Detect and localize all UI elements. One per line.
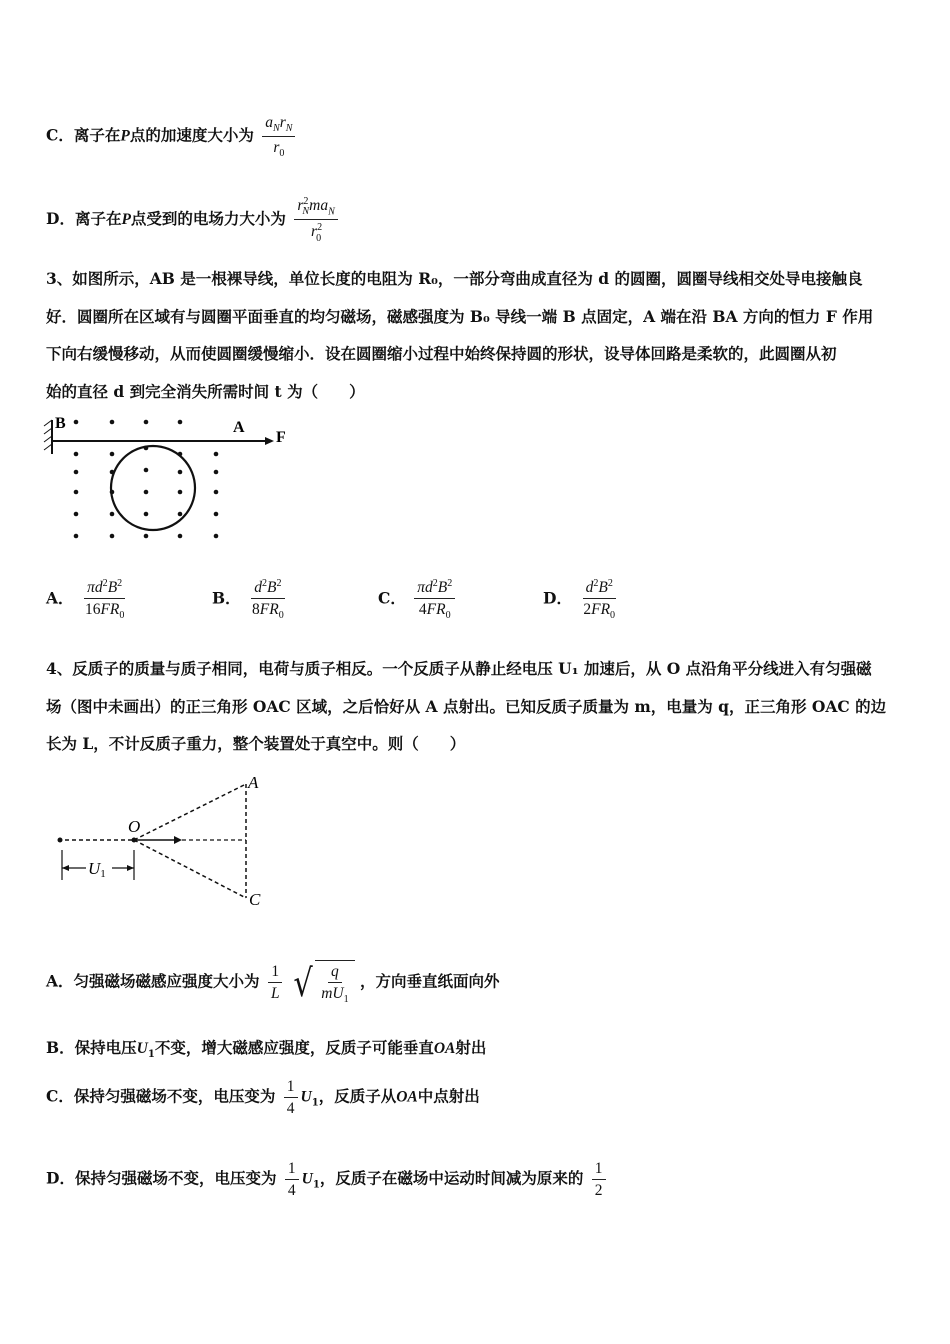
q3-option-a: A． $\frac{\pi d^2B^2}{16FR_0}$: [46, 578, 125, 622]
q3-option-c: C． $\frac{\pi d^2B^2}{4FR_0}$: [378, 578, 458, 621]
q4-u-left-arrow: [62, 865, 69, 871]
q2-option-d: D．离子在P点受到的电场力大小为 $\frac{r^2_Nma_N}{r^2_0}$: [46, 196, 341, 244]
q4-velocity-arrow: [174, 836, 182, 844]
q2-option-c: C．离子在P点的加速度大小为 $\frac{a_Nr_N}{r_0}$: [46, 114, 298, 159]
q3-option-b: B． $\frac{d^2B^2}{8FR_0}$: [212, 578, 284, 622]
q3-wall-hatch: [44, 420, 52, 450]
q4-a-sqrt: √ $\frac{q}{mU_1}$: [291, 960, 355, 1005]
q4-option-a: A．匀强磁场磁感应强度大小为 $\frac{1}{L}$ √ $\frac{q}{mU_1}$ ，方向垂直纸面向外: [46, 960, 500, 1006]
q4-start-dot: [58, 838, 63, 843]
q4-label-c: C: [249, 890, 261, 909]
q4-option-b: B．保持电压$U_1$不变，增大磁感应强度，反质子可能垂直OA射出: [46, 1038, 487, 1061]
q3-field-dots: [74, 420, 219, 539]
q3-label-a: A: [233, 419, 245, 436]
q4-label-a: A: [248, 773, 259, 792]
q4-figure: [48, 768, 278, 913]
q4-side-oc: [134, 840, 246, 898]
q2-c-fraction: $\frac{a_Nr_N}{r_0}$: [262, 114, 295, 159]
q3-label-b: B: [55, 415, 66, 432]
q3-option-d: D． $\frac{d^2B^2}{2FR_0}$: [543, 578, 616, 622]
q4-side-oa: [134, 784, 246, 840]
q2-d-fraction: $\frac{r^2_Nma_N}{r^2_0}$: [294, 196, 337, 244]
q3-force-arrow: [265, 437, 274, 445]
q3-figure: [40, 410, 300, 550]
q4-option-d: D．保持匀强磁场不变，电压变为 $\frac{1}{4}$ $U_1$，反质子在磁场中运动时间减为原来的 $\frac{1}{2}$: [46, 1160, 609, 1199]
q3-loop: [111, 446, 195, 530]
q4-u-right-arrow: [127, 865, 134, 871]
q4-stem: 4、反质子的质量与质子相同，电荷与质子相反。一个反质子从静止经电压 U₁ 加速后，从 O 点沿角平分线进入有匀强磁 场（图中未画出）的正三角形 OAC 区域，之后恰好从 A 点射出。已知反质子质量为 m，电量为 q，正三角形 OAC 的边 长为 L，不计反质子重力，整个装置处于真空中。则（ ）: [46, 659, 887, 753]
q3-stem: 3、如图所示，AB 是一根裸导线，单位长度的电阻为 R₀，一部分弯曲成直径为 d 的圆圈，圆圈导线相交处导电接触良 好．圆圈所在区域有与圆圈平面垂直的均匀磁场，磁感强度为 B₀ 导线一端 B 点固定，A 端在沿 BA 方向的恒力 F 作用 下向右缓慢移动，从而使圆圈缓慢缩小．设在圆圈缩小过程中始终保持圆的形状，设导体回路是柔软的，此圆圈从初 始的直径 d 到完全消失所需时间 t 为（ ）: [46, 269, 874, 401]
q4-option-c: C．保持匀强磁场不变，电压变为 $\frac{1}{4}$ $U_1$，反质子从OA中点射出: [46, 1078, 480, 1118]
q3-label-f: F: [276, 429, 286, 446]
q4-label-o: O: [128, 817, 141, 836]
q4-label-u: U1: [88, 859, 106, 880]
